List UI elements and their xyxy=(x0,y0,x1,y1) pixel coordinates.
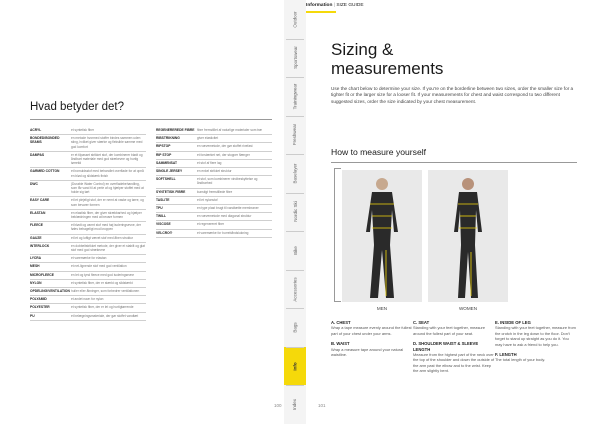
glossary-entry xyxy=(30,255,146,263)
glossary-term: OPDELING/VENTILATION xyxy=(30,289,70,294)
divider xyxy=(331,162,577,163)
glossary-entry xyxy=(30,280,146,288)
tab-label: Info xyxy=(292,362,298,371)
measure-inside-leg xyxy=(495,320,577,347)
glossary-term: ACRYL xyxy=(30,128,42,132)
tab-label: Nordic Ski xyxy=(292,201,298,223)
man-figure-icon xyxy=(342,170,422,302)
measure-text: Standing with your feet together, measure around the fullest part of your seat. xyxy=(413,325,486,336)
divider xyxy=(30,119,272,120)
tab-separator xyxy=(286,385,304,386)
glossary-definition: en enkel strikket struktur xyxy=(197,169,232,174)
tab-label: Sportswear xyxy=(292,46,298,70)
tab-separator xyxy=(286,193,304,194)
glossary-term: SOFTSHELL xyxy=(156,177,176,182)
women-photo xyxy=(428,170,508,302)
glossary-definition: en vævemetode, der gør stoffet rivefast xyxy=(197,144,253,149)
glossary-entry xyxy=(30,235,146,243)
tab-label: Outdoor xyxy=(292,11,298,28)
glossary-definition: et forstærket net, der stopper flænger xyxy=(197,152,250,157)
glossary-entry xyxy=(156,168,272,176)
tab-label: Bike xyxy=(292,246,298,255)
glossary-term: POLYAMID xyxy=(30,297,47,302)
glossary-definition: et net-lignende stof med god ventilation xyxy=(71,264,127,269)
glossary-term: GARMED COTTON xyxy=(30,169,60,174)
glossary-definition: fibre fremstillet af naturlige materialer som træ xyxy=(197,128,263,132)
glossary-definition: et varemærke for elastan xyxy=(71,256,107,261)
glossary-definition: en dobbeltstrikket metode, der giver et stabilt og glat stof med god strækevne xyxy=(71,243,145,253)
intro-text: Use the chart below to determine your size. If you're on the borderline between two sizes, order the smaller size for a tighter fit or the larger size for a looser fit. If your measurements for chest and waist correspond to two different suggested sizes, order the size indicated by your chest measurement. xyxy=(331,86,574,104)
tab-label: Baselayer xyxy=(292,163,298,184)
measure-heading: C. SEAT xyxy=(413,320,430,325)
tab-bike[interactable] xyxy=(284,231,306,270)
tab-index[interactable] xyxy=(284,385,306,424)
glossary-definition: (Durable Water Control) en overfladebehandling, som får vand til at perle af og hjælper stoffet med at holde sig tørt xyxy=(71,181,144,195)
glossary-entry xyxy=(30,288,146,296)
tab-baselayer[interactable] xyxy=(284,154,306,193)
glossary-definition: huller eller åbninger, som forbedrer ventilationen xyxy=(71,289,140,294)
glossary-entry xyxy=(156,189,272,197)
glossary-entry xyxy=(156,197,272,205)
tab-bags[interactable] xyxy=(284,308,306,347)
glossary-definition: et blødt og varmt stof med høj isoleringsevne, der føles behageligt mod kroppen xyxy=(71,223,141,232)
header-text: Information | SIZE GUIDE xyxy=(306,3,364,8)
title-line-2: measurements xyxy=(331,59,444,78)
glossary-definition: en type plast brugt til vandtætte membraner xyxy=(197,206,259,211)
glossary-term: NYLON xyxy=(30,280,42,285)
glossary-term: PU xyxy=(30,313,35,318)
glossary-entry xyxy=(30,168,146,180)
glossary-term: TPU xyxy=(156,206,163,211)
glossary-definition: et regenereret fiber xyxy=(197,222,225,227)
length-bracket xyxy=(334,168,341,302)
glossary-column-1 xyxy=(30,127,146,321)
header-bold: Information xyxy=(306,3,333,8)
tab-separator xyxy=(286,116,304,117)
tab-separator xyxy=(286,39,304,40)
glossary-entry xyxy=(30,210,146,222)
measure-column-2 xyxy=(413,320,495,379)
glossary-entry xyxy=(30,181,146,198)
glossary-entry xyxy=(156,143,272,151)
glossary-entry xyxy=(156,230,272,238)
glossary-definition: et stof af flere lag xyxy=(197,160,222,165)
glossary-term: SYNTETISK FIBRE xyxy=(156,189,186,194)
page-number-left: 100 xyxy=(274,403,282,408)
glossary-entry xyxy=(30,197,146,209)
tab-separator xyxy=(286,347,304,348)
glossary-term: POLYESTER xyxy=(30,305,50,310)
measure-column-3 xyxy=(495,320,577,368)
glossary-term: SAMMENSAT xyxy=(156,160,178,165)
tab-label: Bags xyxy=(292,322,298,333)
glossary-term: TWILL xyxy=(156,214,167,219)
tab-sportswear[interactable] xyxy=(284,39,306,78)
glossary-term: DWC xyxy=(30,181,38,186)
glossary-definition: er et tilpasset strikket stof, der kombinerer blødt og åndbart materiale med god strækevne og hurtig tørretid xyxy=(71,152,143,166)
measure-length xyxy=(495,352,577,363)
glossary-definition: et syntetisk fiber, der er stærkt og slidstærkt xyxy=(71,280,133,285)
glossary-definition: et bomuldsstof med behandlet overflade for at opnå en blød og slidstærk finish xyxy=(71,169,144,178)
glossary-term: FLEECE xyxy=(30,223,44,228)
glossary-term: MESH xyxy=(30,264,40,269)
glossary-term: MICROFLEECE xyxy=(30,272,54,277)
page-header xyxy=(306,0,600,12)
measure-text: Measure from the highest part of the neck over the top of the shoulder and down the outside of the arm past the elbow and to the wrist. Keep the arm slightly bent. xyxy=(413,352,495,374)
glossary-term: VELCRO® xyxy=(156,230,173,235)
header-accent xyxy=(306,11,336,13)
glossary-term: RIBSTRIKNING xyxy=(156,136,180,141)
glossary-entry xyxy=(30,296,146,304)
glossary-definition: et let nylonstof xyxy=(197,197,218,202)
tab-separator xyxy=(286,231,304,232)
glossary-definition: en metode hvormed stoffer bindes sammen uden sting, hvilket giver stærke og fleksible sømme med god komfort xyxy=(71,136,143,149)
glossary-definition: et let plejeligt stof, der er nemt at vaske og tørre, og som bevarer formen xyxy=(71,198,144,207)
tab-separator xyxy=(286,270,304,271)
glossary-term: GAUZE xyxy=(30,235,42,240)
glossary-entry xyxy=(30,313,146,321)
tab-nordic-ski[interactable] xyxy=(284,193,306,232)
glossary-definition: et varemærke for burrebåndslukning xyxy=(197,230,249,235)
measure-chest xyxy=(331,320,413,336)
measure-column-1 xyxy=(331,320,413,362)
men-caption: MEN xyxy=(376,306,388,311)
measure-sleeve xyxy=(413,341,495,373)
tab-separator xyxy=(286,154,304,155)
glossary-term: VISCOSE xyxy=(156,222,171,227)
glossary-entry xyxy=(156,176,272,188)
glossary-definition: et belægningsmateriale, der gør stoffet vandtæt xyxy=(71,313,139,318)
measure-heading: D. SHOULDER WAIST & SLEEVE LENGTH xyxy=(413,341,479,352)
measure-heading: A. CHEST xyxy=(331,320,351,325)
measure-heading: F. LENGTH xyxy=(495,352,517,358)
glossary-term: EASY CARE xyxy=(30,198,50,203)
glossary-term: RIPSTOP xyxy=(156,144,171,149)
glossary-term: LYCRA xyxy=(30,256,42,261)
tab-label: Accessories xyxy=(292,276,298,302)
glossary-definition: et let og luftigt vævet stof med åben struktur xyxy=(71,235,134,240)
tab-label: Index xyxy=(292,399,298,411)
header-section: SIZE GUIDE xyxy=(336,3,364,8)
glossary-definition: en let og tynd fleece med god isoleringsevne xyxy=(71,272,135,277)
glossary-definition: et stof, som kombinerer vindbeskyttelse og åndbarhed xyxy=(197,177,258,186)
title-line-1: Sizing & xyxy=(331,40,394,59)
glossary-entry xyxy=(156,152,272,160)
glossary-entry xyxy=(30,222,146,234)
glossary-definition: en elastisk fiber, der giver strækbarhed og hjælper beklædningen med at bevare formen xyxy=(71,210,142,220)
glossary-term: TASLITE xyxy=(156,197,170,202)
glossary-entry xyxy=(156,135,272,143)
glossary-entry xyxy=(30,304,146,312)
section-subheading: How to measure yourself xyxy=(331,147,427,157)
tab-separator xyxy=(286,77,304,78)
tab-outdoor[interactable] xyxy=(284,0,306,39)
measure-waist xyxy=(331,341,413,357)
measure-heading: E. INSIDE OF LEG xyxy=(495,320,531,325)
glossary-entry xyxy=(30,127,146,135)
tab-label: Freshwear xyxy=(292,124,298,146)
glossary-entry xyxy=(156,221,272,229)
glossary-term: RIP STOP xyxy=(156,152,172,157)
measure-text: Wrap a measure tape around your natural waistline. xyxy=(331,346,404,358)
men-photo xyxy=(342,170,422,302)
tab-separator xyxy=(286,308,304,309)
glossary-definition: et syntetisk fiber xyxy=(71,128,95,132)
tab-info[interactable] xyxy=(284,347,306,386)
tab-trainingwear[interactable] xyxy=(284,77,306,116)
glossary-term: SINGLE JERSEY xyxy=(156,169,183,174)
glossary-definition: et andet navn for nylon xyxy=(71,297,104,302)
glossary-entry xyxy=(156,160,272,168)
measure-heading: B. WAIST xyxy=(331,341,350,347)
glossary-entry xyxy=(30,135,146,152)
measure-text: Wrap a tape measure evenly around the fullest part of your chest under your arms. xyxy=(331,325,412,336)
glossary-entry xyxy=(30,272,146,280)
glossary-entry xyxy=(30,152,146,169)
glossary-term: DAMPAS xyxy=(30,152,45,157)
glossary-entry xyxy=(156,127,272,135)
glossary-entry xyxy=(30,263,146,271)
glossary-definition: kunstigt fremstillede fibre xyxy=(197,189,233,194)
glossary-entry xyxy=(156,213,272,221)
measure-text: Standing with your feet together, measure from the crotch in the leg down to the floor. Don't forget to stand up straight as you do it. You may have to ask a friend to help you. xyxy=(495,325,576,347)
women-caption: WOMEN xyxy=(458,306,478,311)
left-page xyxy=(0,0,284,424)
glossary-entry xyxy=(156,205,272,213)
measure-seat xyxy=(413,320,495,336)
glossary-term: REGENEREREDE FIBRE xyxy=(156,128,195,132)
tab-accessories[interactable] xyxy=(284,270,306,309)
glossary-term: ELASTAN xyxy=(30,210,46,215)
glossary-entry xyxy=(30,243,146,255)
glossary-title: Hvad betyder det? xyxy=(30,101,124,113)
section-tabs xyxy=(284,0,306,424)
glossary-definition: en vævemetode med diagonal struktur xyxy=(197,214,252,219)
glossary-definition: giver elasticitet xyxy=(197,136,219,141)
glossary-term: INTERLOCK xyxy=(30,243,50,248)
woman-figure-icon xyxy=(428,170,508,302)
measure-text: The total length of your body. xyxy=(495,357,546,363)
page-title xyxy=(331,40,443,78)
glossary-term: BONDED/BONDED SEAMS xyxy=(30,136,60,145)
tab-freshwear[interactable] xyxy=(284,116,306,155)
glossary-definition: et syntetisk fiber, der er let og hurtigtørrende xyxy=(71,305,134,310)
tab-label: Trainingwear xyxy=(292,83,298,110)
page-number-right: 101 xyxy=(318,403,326,408)
glossary-column-2 xyxy=(156,127,272,238)
